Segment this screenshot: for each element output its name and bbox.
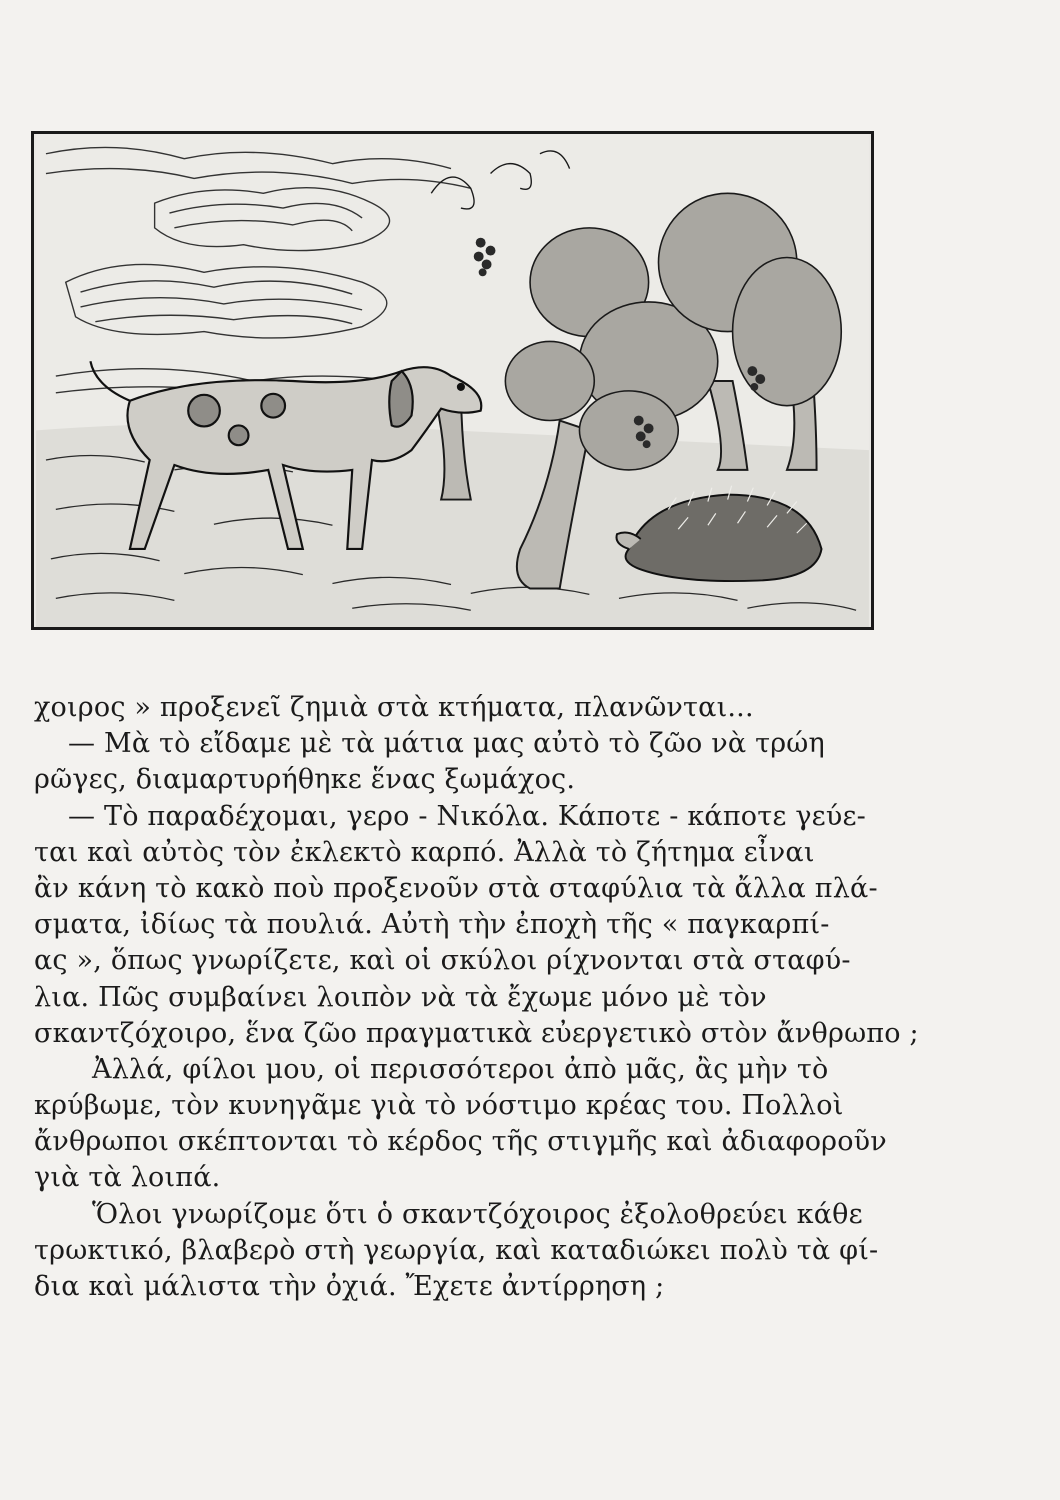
text-line: σματα, ἰδίως τὰ πουλιά. Αὐτὴ τὴν ἐποχὴ τῆς « παγκαρπί-: [34, 909, 830, 941]
text-line: — Μὰ τὸ εἴδαμε μὲ τὰ μάτια μας αὐτὸ τὸ ζῶο νὰ τρώη: [68, 728, 825, 760]
text-line: τρωκτικό, βλαβερὸ στὴ γεωργία, καὶ καταδιώκει πολὺ τὰ φί-: [34, 1234, 879, 1266]
text-line: χοιρος » προξενεῖ ζημιὰ στὰ κτήματα, πλανῶνται...: [34, 692, 754, 723]
woodcut-illustration: [31, 131, 874, 630]
text-line: λια. Πῶς συμβαίνει λοιπὸν νὰ τὰ ἔχωμε μόνο μὲ τὸν: [34, 981, 767, 1013]
text-line: γιὰ τὰ λοιπά.: [34, 1162, 221, 1194]
text-line: δια καὶ μάλιστα τὴν ὀχιά. Ἔχετε ἀντίρρηση ;: [34, 1271, 665, 1302]
text-line: σκαντζόχοιρο, ἕνα ζῶο πραγματικὰ εὐεργετικὸ στὸν ἄνθρωπο ;: [34, 1017, 919, 1049]
text-line: ται καὶ αὐτὸς τὸν ἐκλεκτὸ καρπό. Ἀλλὰ τὸ ζήτημα εἶναι: [34, 836, 815, 868]
text-line: ἄνθρωποι σκέπτονται τὸ κέρδος τῆς στιγμῆς καὶ ἀδιαφοροῦν: [34, 1126, 887, 1158]
text-line: ας », ὅπως γνωρίζετε, καὶ οἱ σκύλοι ρίχνονται στὰ σταφύ-: [34, 945, 851, 977]
text-line: Ἀλλά, φίλοι μου, οἱ περισσότεροι ἀπὸ μᾶς, ἂς μὴν τὸ: [92, 1053, 829, 1085]
text-line: ἂν κάνη τὸ κακὸ ποὺ προξενοῦν στὰ σταφύλια τὰ ἄλλα πλά-: [34, 872, 878, 904]
text-line: — Τὸ παραδέχομαι, γερο - Νικόλα. Κάποτε - κάποτε γεύε-: [68, 800, 866, 832]
text-line: κρύβωμε, τὸν κυνηγᾶμε γιὰ τὸ νόστιμο κρέας του. Πολλοὶ: [34, 1090, 844, 1122]
body-text: [34, 690, 919, 1305]
text-line: Ὅλοι γνωρίζομε ὅτι ὁ σκαντζόχοιρος ἐξολοθρεύει κάθε: [92, 1198, 863, 1230]
text-line: ρῶγες, διαμαρτυρήθηκε ἕνας ξωμάχος.: [34, 764, 576, 796]
